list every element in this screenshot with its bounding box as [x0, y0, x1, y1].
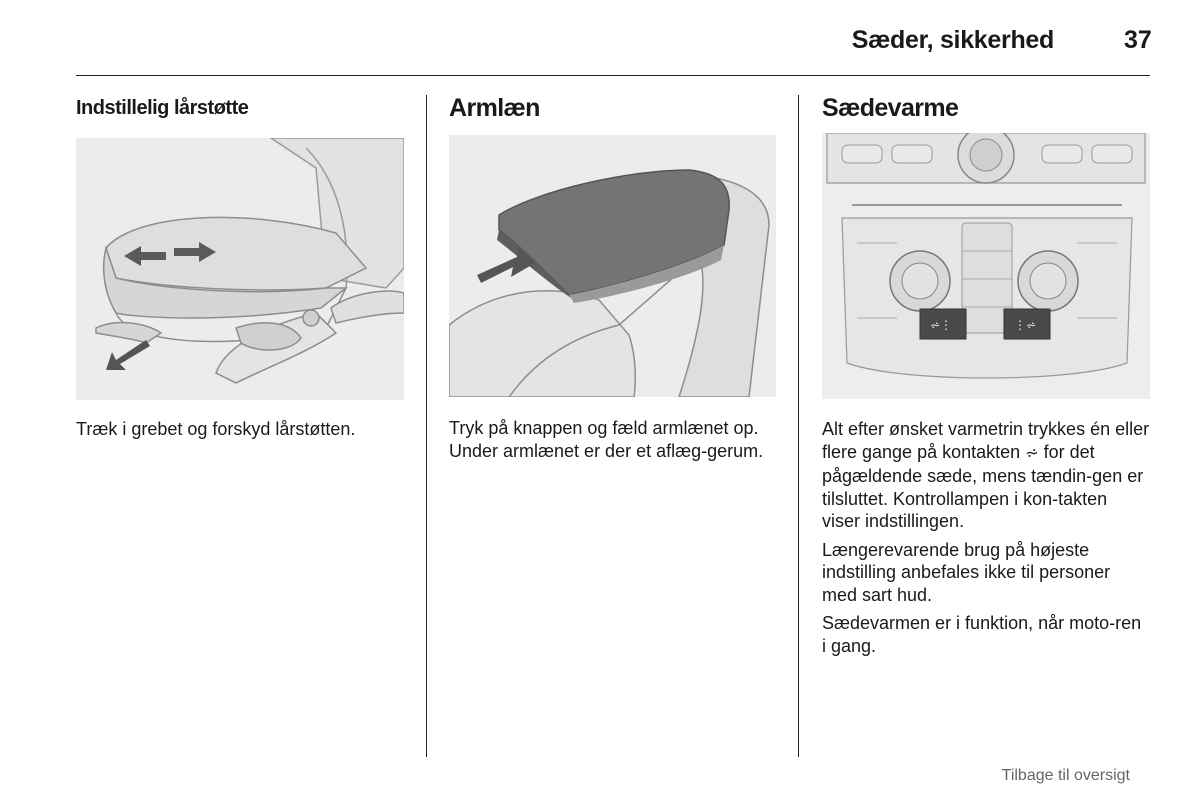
seat-heating-paragraph-3: Sædevarmen er i funktion, når moto-ren i gang.: [822, 613, 1142, 656]
page-number: 37: [1124, 26, 1152, 54]
column-seat-heating: [822, 92, 1150, 657]
heading-armrest: Armlæn: [449, 94, 540, 122]
back-to-overview-link[interactable]: Tilbage til oversigt: [1001, 767, 1130, 784]
header-divider: [76, 75, 1150, 76]
seat-heating-paragraph-2: Længerevarende brug på højeste indstilling anbefales ikke til personer med sart hud.: [822, 539, 1111, 605]
seat-heating-paragraph-1-start: Alt efter ønsket varmetrin trykkes én eller flere gange på kontakten: [822, 419, 1150, 462]
column-divider-1: [426, 95, 427, 757]
svg-text:⋮⩫: ⋮⩫: [1014, 318, 1037, 332]
heading-thigh-support: Indstillelig lårstøtte: [76, 97, 249, 119]
thigh-support-instruction: Træk i grebet og forskyd lårstøtten.: [76, 419, 356, 439]
column-armrest: [449, 92, 776, 462]
seat-heating-paragraph-1: [822, 418, 1150, 533]
svg-text:⩫⋮: ⩫⋮: [930, 318, 953, 332]
seat-thigh-support-illustration: [76, 138, 404, 400]
section-title: Sæder, sikkerhed: [851, 26, 1054, 54]
heading-seat-heating: Sædevarme: [822, 94, 959, 122]
heated-seat-icon: ⩫: [1025, 444, 1039, 462]
heated-seat-controls-illustration: [822, 133, 1150, 399]
armrest-instruction: Tryk på knappen og fæld armlænet op. Under armlænet er der et aflæg-gerum.: [449, 418, 764, 461]
armrest-illustration: [449, 135, 776, 397]
column-divider-2: [798, 95, 799, 757]
column-thigh-support: [76, 92, 404, 441]
seat-heating-paragraph-1-end: for det pågældende sæde, mens tændin-gen er tilsluttet. Kontrollampen i kon-takten viser indstillingen.: [822, 441, 1144, 531]
